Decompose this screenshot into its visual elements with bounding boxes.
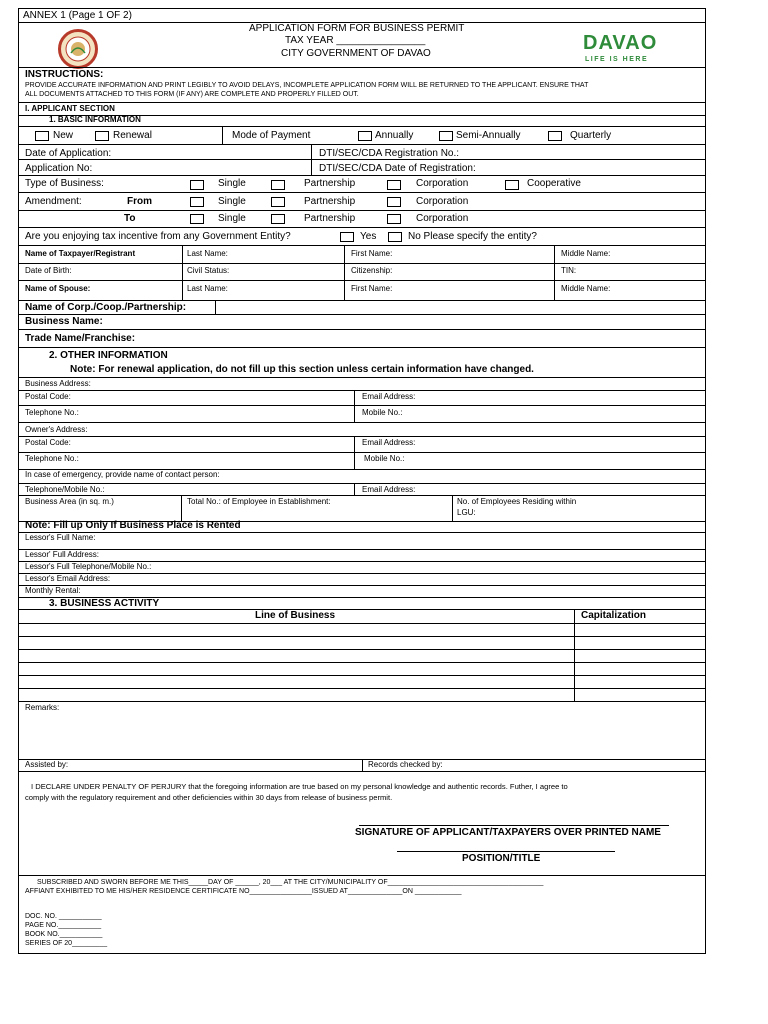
amendment-from-label: From xyxy=(127,196,152,207)
renewal-note: Note: For renewal application, do not fill up this section unless certain information have changed. xyxy=(70,364,534,375)
divider xyxy=(19,875,705,876)
table-row xyxy=(19,662,705,663)
divider xyxy=(19,532,705,533)
corp-name-label: Name of Corp./Coop./Partnership: xyxy=(25,302,187,313)
divider xyxy=(19,159,705,160)
divider xyxy=(19,175,705,176)
lessor-name-label: Lessor's Full Name: xyxy=(25,533,96,542)
incentive-no-checkbox[interactable] xyxy=(388,232,402,242)
dti-registration-no-label: DTI/SEC/CDA Registration No.: xyxy=(319,148,460,159)
divider xyxy=(222,126,223,144)
rented-note: Note: Fill up Only If Business Place is Rented xyxy=(25,520,241,531)
civil-status-label: Civil Status: xyxy=(187,266,230,275)
divider xyxy=(19,67,705,68)
doc-no: DOC. NO. ___________ xyxy=(25,913,102,920)
semi-annually-label: Semi-Annually xyxy=(456,130,521,141)
table-row xyxy=(19,636,705,637)
owner-mobile-label: Mobile No.: xyxy=(364,454,405,463)
notary-line-1: SUBSCRIBED AND SWORN BEFORE ME THIS_____DAY OF ______, 20___ AT THE CITY/MUNICIPALITY OF________________________________________ xyxy=(37,879,544,886)
divider xyxy=(19,102,705,103)
business-name-label: Business Name: xyxy=(25,316,103,327)
quarterly-label: Quarterly xyxy=(570,130,612,141)
new-checkbox[interactable] xyxy=(35,131,49,141)
tax-year: TAX YEAR ________________ xyxy=(285,35,426,46)
city-government: CITY GOVERNMENT OF DAVAO xyxy=(281,48,431,59)
owner-telephone-label: Telephone No.: xyxy=(25,454,79,463)
divider xyxy=(19,314,705,315)
capitalization-header: Capitalization xyxy=(581,610,647,621)
series-of: SERIES OF 20_________ xyxy=(25,940,108,947)
amendment-to-label: To xyxy=(124,213,136,224)
to-partnership-label: Partnership xyxy=(304,213,356,224)
citizenship-label: Citizenship: xyxy=(351,266,393,275)
signature-label: SIGNATURE OF APPLICANT/TAXPAYERS OVER PRINTED NAME xyxy=(355,827,661,838)
divider xyxy=(19,422,705,423)
records-checked-label: Records checked by: xyxy=(368,760,443,769)
divider xyxy=(354,483,355,495)
taxpayer-last-name-label: Last Name: xyxy=(187,249,228,258)
divider xyxy=(19,329,705,330)
divider xyxy=(19,227,705,228)
divider xyxy=(19,483,705,484)
emergency-contact-label: In case of emergency, provide name of contact person: xyxy=(25,470,220,479)
from-corporation-checkbox[interactable] xyxy=(387,197,401,207)
type-cooperative-checkbox[interactable] xyxy=(505,180,519,190)
divider xyxy=(354,390,355,422)
type-corporation-checkbox[interactable] xyxy=(387,180,401,190)
logo-word: DAVAO xyxy=(583,32,658,54)
instructions-line-1: PROVIDE ACCURATE INFORMATION AND PRINT LEGIBLY TO AVOID DELAYS, INCOMPLETE APPLICATION FORM WILL BE RETURNED TO THE APPLICANT. ENSURE THAT xyxy=(25,82,589,89)
declaration-line-1: I DECLARE UNDER PENALTY OF PERJURY that the foregoing information are true based on my personal knowledge and authentic records. Futher, I agree to xyxy=(31,782,568,791)
from-single-checkbox[interactable] xyxy=(190,197,204,207)
divider xyxy=(19,192,705,193)
amendment-label: Amendment: xyxy=(25,196,82,207)
to-corporation-label: Corporation xyxy=(416,213,469,224)
dti-date-label: DTI/SEC/CDA Date of Registration: xyxy=(319,163,476,174)
mode-of-payment-label: Mode of Payment xyxy=(232,130,311,141)
notary-line-2: AFFIANT EXHIBITED TO ME HIS/HER RESIDENCE CERTIFICATE NO________________ISSUED AT______________ON ____________ xyxy=(25,888,462,895)
emergency-email-label: Email Address: xyxy=(362,485,416,494)
annually-checkbox[interactable] xyxy=(358,131,372,141)
divider xyxy=(554,245,555,300)
tax-incentive-question: Are you enjoying tax incentive from any Government Entity? xyxy=(25,231,291,242)
declaration-line-2: comply with the regulatory requirement and other deficiencies within 30 days from release of business permit. xyxy=(25,793,393,802)
form-title: APPLICATION FORM FOR BUSINESS PERMIT xyxy=(249,23,465,34)
table-row xyxy=(19,649,705,650)
date-of-application-label: Date of Application: xyxy=(25,148,112,159)
renewal-checkbox[interactable] xyxy=(95,131,109,141)
applicant-section-title: I. APPLICANT SECTION xyxy=(25,104,115,113)
from-partnership-checkbox[interactable] xyxy=(271,197,285,207)
quarterly-checkbox[interactable] xyxy=(548,131,562,141)
type-of-business-label: Type of Business: xyxy=(25,178,104,189)
type-cooperative-label: Cooperative xyxy=(527,178,581,189)
type-partnership-label: Partnership xyxy=(304,178,356,189)
divider xyxy=(19,210,705,211)
divider xyxy=(19,300,705,301)
spouse-last-name-label: Last Name: xyxy=(187,284,228,293)
business-activity-heading: 3. BUSINESS ACTIVITY xyxy=(49,598,160,609)
type-partnership-checkbox[interactable] xyxy=(271,180,285,190)
signature-line xyxy=(359,825,669,826)
lessor-email-label: Lessor's Email Address: xyxy=(25,574,111,583)
spouse-middle-name-label: Middle Name: xyxy=(561,284,611,293)
divider xyxy=(362,759,363,771)
monthly-rental-label: Monthly Rental: xyxy=(25,586,81,595)
application-no-label: Application No: xyxy=(25,163,93,174)
instructions-heading: INSTRUCTIONS: xyxy=(25,69,104,80)
divider xyxy=(19,126,705,127)
business-postal-code-label: Postal Code: xyxy=(25,392,71,401)
divider xyxy=(19,436,705,437)
divider xyxy=(344,245,345,300)
to-single-label: Single xyxy=(218,213,246,224)
table-row xyxy=(19,675,705,676)
owner-email-label: Email Address: xyxy=(362,438,416,447)
employees-lgu-label-1: No. of Employees Residing within xyxy=(457,497,577,506)
divider xyxy=(215,300,216,314)
from-single-label: Single xyxy=(218,196,246,207)
new-label: New xyxy=(53,130,74,141)
business-telephone-label: Telephone No.: xyxy=(25,408,79,417)
table-row xyxy=(19,688,705,689)
other-info-heading: 2. OTHER INFORMATION xyxy=(49,350,168,361)
divider xyxy=(19,405,705,406)
divider xyxy=(19,495,705,496)
davao-city-seal xyxy=(49,29,107,69)
semi-annually-checkbox[interactable] xyxy=(439,131,453,141)
to-corporation-checkbox[interactable] xyxy=(387,214,401,224)
divider xyxy=(19,144,705,145)
business-permit-form xyxy=(18,8,706,954)
employees-lgu-label-2: LGU: xyxy=(457,508,476,517)
divider xyxy=(19,573,705,574)
annex-label: ANNEX 1 (Page 1 OF 2) xyxy=(23,10,132,21)
business-mobile-label: Mobile No.: xyxy=(362,408,403,417)
divider xyxy=(19,377,705,378)
business-email-label: Email Address: xyxy=(362,392,416,401)
from-partnership-label: Partnership xyxy=(304,196,356,207)
divider xyxy=(19,263,705,264)
divider xyxy=(182,245,183,300)
from-corporation-label: Corporation xyxy=(416,196,469,207)
type-single-checkbox[interactable] xyxy=(190,180,204,190)
business-address-label: Business Address: xyxy=(25,379,91,388)
tin-label: TIN: xyxy=(561,266,577,275)
taxpayer-name-label: Name of Taxpayer/Registrant xyxy=(25,249,136,258)
type-corporation-label: Corporation xyxy=(416,178,469,189)
remarks-label: Remarks: xyxy=(25,703,60,712)
line-of-business-header: Line of Business xyxy=(255,610,336,621)
instructions-line-2: ALL DOCUMENTS ATTACHED TO THIS FORM (IF ANY) ARE COMPLETE AND PROPERLY FILLED OUT. xyxy=(25,91,359,98)
divider xyxy=(19,585,705,586)
emergency-tel-label: Telephone/Mobile No.: xyxy=(25,485,105,494)
date-of-birth-label: Date of Birth: xyxy=(25,266,72,275)
type-single-label: Single xyxy=(218,178,246,189)
spouse-name-label: Name of Spouse: xyxy=(25,284,91,293)
divider xyxy=(19,390,705,391)
taxpayer-middle-name-label: Middle Name: xyxy=(561,249,611,258)
owner-address-label: Owner's Address: xyxy=(25,425,88,434)
renewal-label: Renewal xyxy=(113,130,152,141)
lessor-address-label: Lessor' Full Address: xyxy=(25,550,100,559)
divider xyxy=(181,495,182,521)
divider xyxy=(19,623,705,624)
owner-postal-code-label: Postal Code: xyxy=(25,438,71,447)
book-no: BOOK NO.___________ xyxy=(25,931,103,938)
total-employees-label: Total No.: of Employee in Establishment: xyxy=(187,497,331,506)
divider xyxy=(19,245,705,246)
page-no: PAGE NO.___________ xyxy=(25,922,102,929)
to-single-checkbox[interactable] xyxy=(190,214,204,224)
trade-name-label: Trade Name/Franchise: xyxy=(25,333,136,344)
business-area-label: Business Area (in sq. m.) xyxy=(25,497,114,506)
divider xyxy=(19,771,705,772)
incentive-no-label: No Please specify the entity? xyxy=(408,231,537,242)
position-title-label: POSITION/TITLE xyxy=(462,853,541,864)
to-partnership-checkbox[interactable] xyxy=(271,214,285,224)
position-line xyxy=(397,851,615,852)
divider xyxy=(19,452,705,453)
taxpayer-first-name-label: First Name: xyxy=(351,249,393,258)
spouse-first-name-label: First Name: xyxy=(351,284,393,293)
divider xyxy=(452,495,453,521)
davao-logo xyxy=(581,27,673,67)
basic-info-title: 1. BASIC INFORMATION xyxy=(49,115,141,124)
logo-tagline: LIFE IS HERE xyxy=(585,56,649,63)
divider xyxy=(19,701,705,702)
annually-label: Annually xyxy=(375,130,414,141)
lessor-telephone-label: Lessor's Full Telephone/Mobile No.: xyxy=(25,562,152,571)
divider xyxy=(19,347,705,348)
incentive-yes-label: Yes xyxy=(360,231,377,242)
divider xyxy=(19,280,705,281)
divider xyxy=(19,549,705,550)
incentive-yes-checkbox[interactable] xyxy=(340,232,354,242)
assisted-by-label: Assisted by: xyxy=(25,760,69,769)
